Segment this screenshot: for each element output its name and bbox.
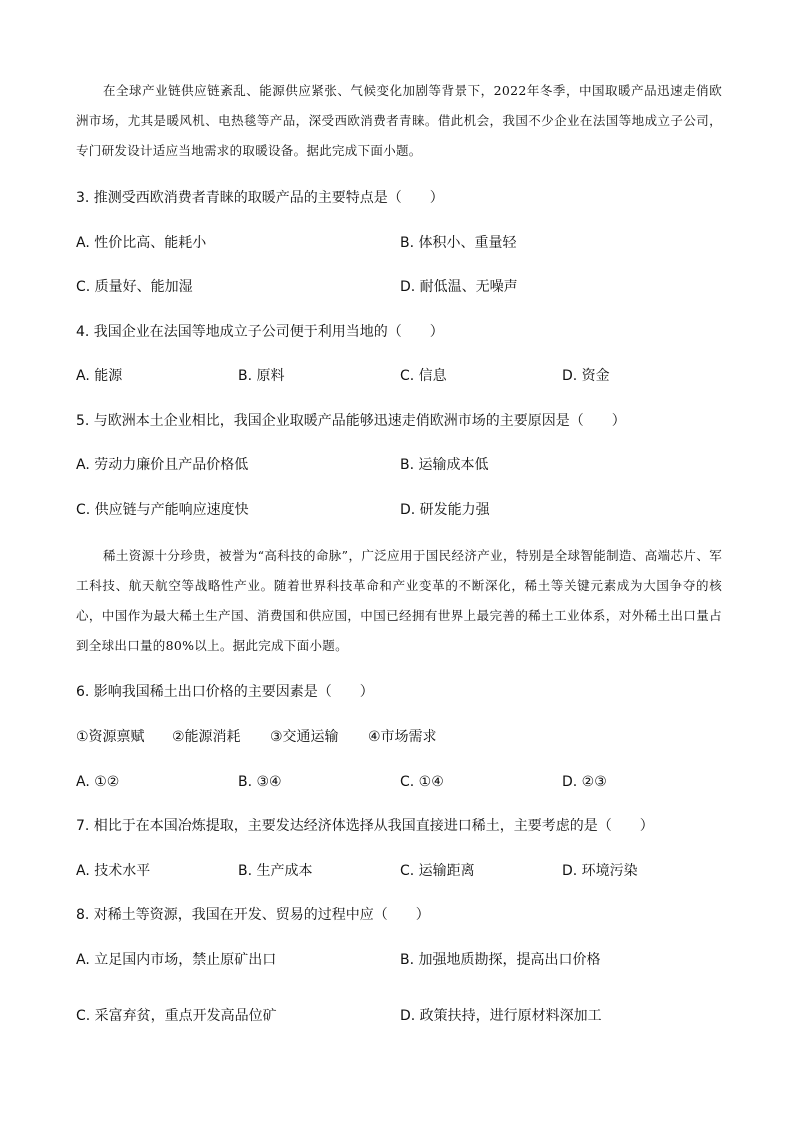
question-5-option-d[interactable]: D. 研发能力强 — [400, 502, 490, 518]
question-8-stem: 8. 对稀土等资源，我国在开发、贸易的过程中应（ ） — [76, 907, 430, 923]
passage-rare-earth: 稀土资源十分珍贵，被誉为“高科技的命脉”，广泛应用于国民经济产业，特别是全球智能制造、高端芯片、军工科技、航天航空等战略性产业。随着世界科技革命和产业变革的不断深化，稀土等关键元素成为大国争夺的核心，中国作为最大稀土生产国、消费国和供应国，中国已经拥有世界上最完善的稀土工业体系，对外稀土出口量占到全球出口量的80%以上。据此完成下面小题。 — [76, 548, 722, 653]
question-8-option-a[interactable]: A. 立足国内市场，禁止原矿出口 — [76, 952, 277, 968]
question-8-option-c[interactable]: C. 采富弃贫，重点开发高品位矿 — [76, 1008, 277, 1024]
question-6-option-b[interactable]: B. ③④ — [238, 774, 282, 790]
question-3-option-b[interactable]: B. 体积小、重量轻 — [400, 235, 517, 251]
question-8-option-d[interactable]: D. 政策扶持，进行原材料深加工 — [400, 1008, 602, 1024]
question-4-option-a[interactable]: A. 能源 — [76, 368, 123, 384]
question-5-option-c[interactable]: C. 供应链与产能响应速度快 — [76, 502, 249, 518]
question-7-option-b[interactable]: B. 生产成本 — [238, 863, 313, 879]
question-7-option-a[interactable]: A. 技术水平 — [76, 863, 151, 879]
question-5-stem: 5. 与欧洲本土企业相比，我国企业取暖产品能够迅速走俏欧洲市场的主要原因是（ ） — [76, 413, 626, 429]
question-6-factor-1: ①资源禀赋 — [76, 729, 145, 745]
question-4-option-b[interactable]: B. 原料 — [238, 368, 285, 384]
question-7-stem: 7. 相比于在本国冶炼提取，主要发达经济体选择从我国直接进口稀土，主要考虑的是（ ） — [76, 818, 654, 834]
question-4-option-c[interactable]: C. 信息 — [400, 368, 447, 384]
question-6-option-c[interactable]: C. ①④ — [400, 774, 444, 790]
question-6-option-a[interactable]: A. ①② — [76, 774, 120, 790]
question-4-stem: 4. 我国企业在法国等地成立子公司便于利用当地的（ ） — [76, 324, 444, 340]
question-6-factor-2: ②能源消耗 — [172, 729, 241, 745]
question-5-option-b[interactable]: B. 运输成本低 — [400, 457, 489, 473]
question-3-option-a[interactable]: A. 性价比高、能耗小 — [76, 235, 207, 251]
question-8-option-b[interactable]: B. 加强地质勘探，提高出口价格 — [400, 952, 601, 968]
question-3-option-d[interactable]: D. 耐低温、无噪声 — [400, 279, 518, 295]
question-6-factor-3: ③交通运输 — [270, 729, 339, 745]
question-3-stem: 3. 推测受西欧消费者青睐的取暖产品的主要特点是（ ） — [76, 190, 444, 206]
question-6-stem: 6. 影响我国稀土出口价格的主要因素是（ ） — [76, 684, 374, 700]
question-7-option-c[interactable]: C. 运输距离 — [400, 863, 475, 879]
question-6-option-d[interactable]: D. ②③ — [562, 774, 607, 790]
question-5-option-a[interactable]: A. 劳动力廉价且产品价格低 — [76, 457, 249, 473]
question-3-option-c[interactable]: C. 质量好、能加湿 — [76, 279, 193, 295]
question-6-factor-4: ④市场需求 — [368, 729, 437, 745]
passage-heating-products: 在全球产业链供应链紊乱、能源供应紧张、气候变化加剧等背景下，2022年冬季，中国取暖产品迅速走俏欧洲市场，尤其是暖风机、电热毯等产品，深受西欧消费者青睐。借此机会，我国不少企业在法国等地成立子公司，专门研发设计适应当地需求的取暖设备。据此完成下面小题。 — [76, 83, 722, 158]
question-7-option-d[interactable]: D. 环境污染 — [562, 863, 638, 879]
question-4-option-d[interactable]: D. 资金 — [562, 368, 610, 384]
